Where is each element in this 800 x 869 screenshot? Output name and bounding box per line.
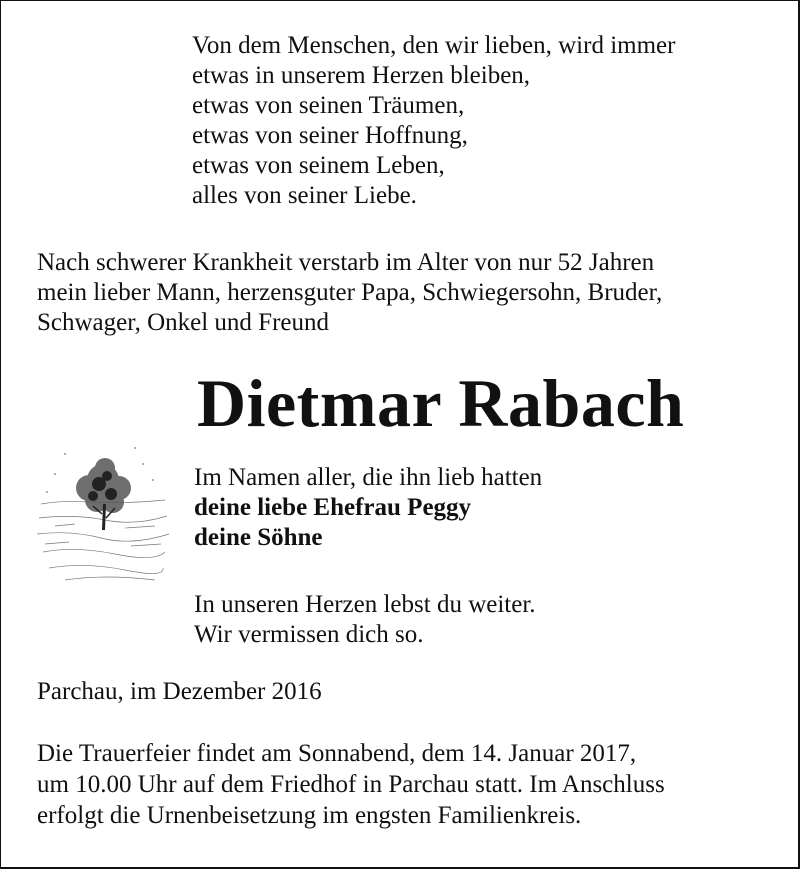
funeral-line: um 10.00 Uhr auf dem Friedhof in Parchau statt. Im Anschluss: [37, 771, 665, 798]
death-announcement: [37, 248, 662, 338]
mourners-intro: Im Namen aller, die ihn lieb hatten: [194, 464, 543, 491]
mourner-sons: deine Söhne: [194, 524, 323, 551]
poem-line: etwas von seiner Hoffnung,: [192, 122, 468, 149]
poem-line: etwas von seinen Träumen,: [192, 92, 465, 119]
poem-line: alles von seiner Liebe.: [192, 182, 417, 209]
poem-line: etwas in unserem Herzen bleiben,: [192, 62, 531, 89]
mourners-signature: [194, 463, 542, 553]
closing-words: [194, 590, 536, 650]
poem-line: Von dem Menschen, den wir lieben, wird immer: [192, 32, 676, 59]
funeral-line: erfolgt die Urnenbeisetzung im engsten Familienkreis.: [37, 802, 582, 829]
closing-line: Wir vermissen dich so.: [194, 621, 424, 648]
announcement-line: Nach schwerer Krankheit verstarb im Alter von nur 52 Jahren: [37, 249, 655, 276]
tree-landscape-icon: [35, 434, 171, 584]
announcement-line: mein lieber Mann, herzensguter Papa, Schwiegersohn, Bruder,: [37, 279, 663, 306]
place-and-date: Parchau, im Dezember 2016: [37, 678, 322, 705]
poem-line: etwas von seinem Leben,: [192, 152, 445, 179]
deceased-name: Dietmar Rabach: [197, 365, 685, 441]
mourner-wife: deine liebe Ehefrau Peggy: [194, 494, 472, 521]
funeral-details: [37, 739, 665, 832]
closing-line: In unseren Herzen lebst du weiter.: [194, 591, 536, 618]
announcement-line: Schwager, Onkel und Freund: [37, 309, 329, 336]
funeral-line: Die Trauerfeier findet am Sonnabend, dem 14. Januar 2017,: [37, 740, 637, 767]
memorial-poem: [192, 31, 675, 211]
